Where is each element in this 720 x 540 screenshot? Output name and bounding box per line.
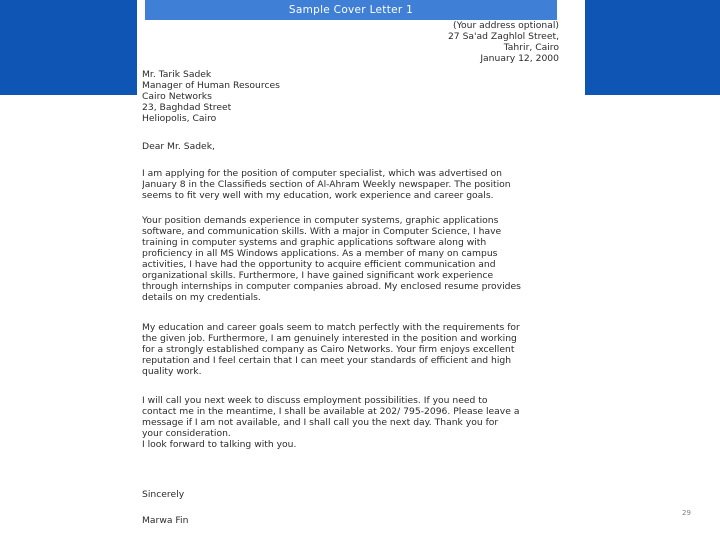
paragraph-line: through internships in computer companies abroad. My enclosed resume provides	[142, 281, 521, 292]
paragraph-line: January 8 in the Classifieds section of Al-Ahram Weekly newspaper. The position	[142, 179, 511, 190]
paragraph-line: activities, I have had the opportunity to acquire efficient communication and	[142, 259, 496, 270]
recipient-line: Cairo Networks	[142, 91, 212, 102]
paragraph-line: I look forward to talking with you.	[142, 439, 297, 450]
paragraph-line: your consideration.	[142, 428, 231, 439]
recipient-line: 23, Baghdad Street	[142, 102, 232, 113]
paragraph-line: proficiency in all MS Windows applications. As a member of many on campus	[142, 248, 498, 259]
paragraph-line: software, and communication skills. With a major in Computer Science, I have	[142, 226, 502, 237]
sender-line: Tahrir, Cairo	[503, 42, 559, 53]
paragraph-line: training in computer systems and graphic applications software along with	[142, 237, 487, 248]
paragraph-line: Your position demands experience in computer systems, graphic applications	[142, 215, 499, 226]
recipient-address	[142, 69, 280, 124]
paragraph-line: the given job. Furthermore, I am genuinely interested in the position and working	[142, 333, 517, 344]
paragraph-line: message if I am not available, and I shall call you the next day. Thank you for	[142, 417, 499, 428]
paragraph-line: contact me in the meantime, I shall be available at 202/ 795-2096. Please leave a	[142, 406, 520, 417]
paragraph-line: organizational skills. Furthermore, I have gained significant work experience	[142, 270, 494, 281]
signature-name: Marwa Fin	[142, 515, 189, 526]
paragraph-line: My education and career goals seem to match perfectly with the requirements for	[142, 322, 520, 333]
paragraph-line: for a strongly established company as Cairo Networks. Your firm enjoys excellent	[142, 344, 515, 355]
paragraph-2	[142, 215, 557, 303]
paragraph-line: details on my credentials.	[142, 292, 261, 303]
sender-line: (Your address optional)	[453, 20, 559, 31]
recipient-line: Heliopolis, Cairo	[142, 113, 217, 124]
recipient-line: Mr. Tarik Sadek	[142, 69, 212, 80]
sender-line: 27 Sa'ad Zaghlol Street,	[447, 31, 559, 42]
paragraph-3	[142, 322, 557, 377]
recipient-line: Manager of Human Resources	[142, 80, 280, 91]
salutation: Dear Mr. Sadek,	[142, 141, 215, 152]
paragraph-line: I will call you next week to discuss employment possibilities. If you need to	[142, 395, 488, 406]
letter-date: January 12, 2000	[480, 53, 559, 64]
sender-address	[448, 20, 559, 64]
paragraph-line: I am applying for the position of computer specialist, which was advertised on	[142, 168, 502, 179]
cover-letter-page	[137, 0, 585, 540]
letter-title: Sample Cover Letter 1	[145, 0, 557, 20]
slide-page-number: 29	[682, 509, 691, 517]
paragraph-1	[142, 168, 557, 201]
closing: Sincerely	[142, 489, 185, 500]
paragraph-line: seems to fit very well with my education, work experience and career goals.	[142, 190, 494, 201]
paragraph-line: reputation and I feel certain that I can meet your standards of efficient and high	[142, 355, 512, 366]
paragraph-line: quality work.	[142, 366, 202, 377]
paragraph-4	[142, 395, 557, 450]
